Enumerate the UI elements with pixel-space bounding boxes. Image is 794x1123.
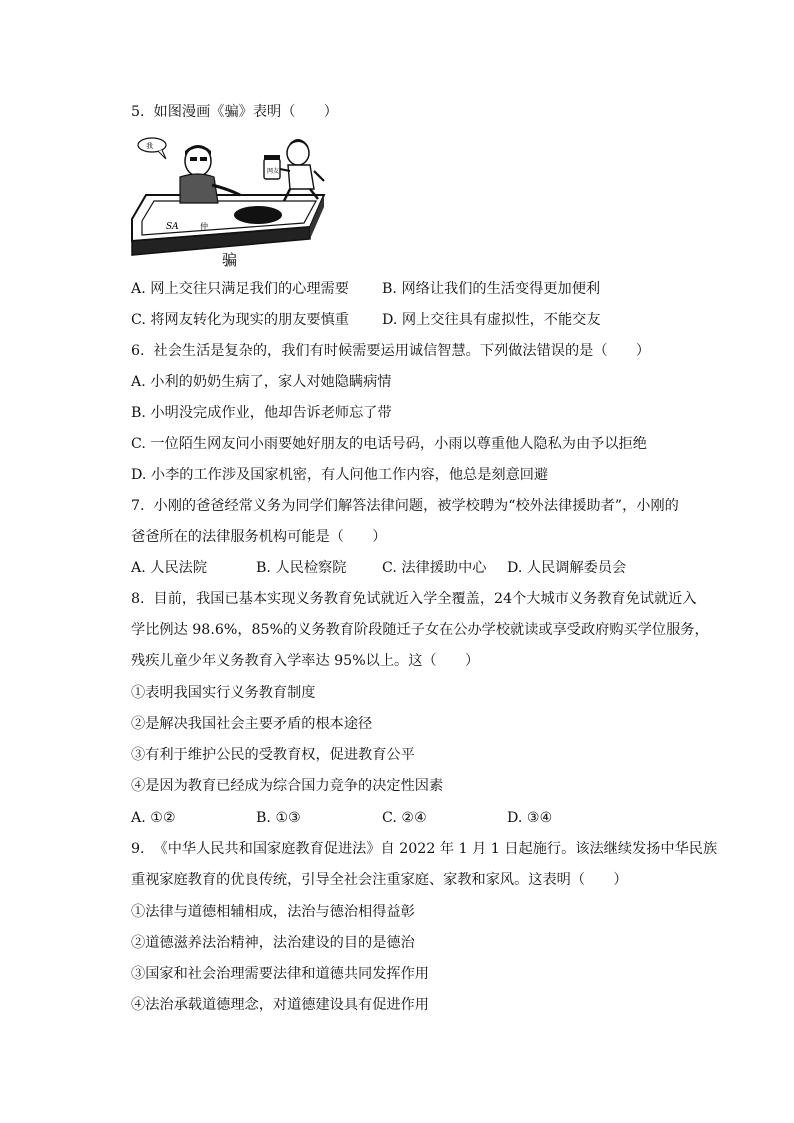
q6-option-d[interactable]: D. 小李的工作涉及国家机密，有人问他工作内容，他总是刻意回避 xyxy=(131,467,549,483)
q6-option-b[interactable]: B. 小明没完成作业，他却告诉老师忘了带 xyxy=(131,405,392,421)
q7-option-c[interactable]: C. 法律援助中心 xyxy=(382,560,487,576)
q7-stem-line-2: 爸爸所在的法律服务机构可能是（ ） xyxy=(131,529,387,545)
q8-statement-4: ④是因为教育已经成为综合国力竞争的决定性因素 xyxy=(131,778,444,794)
q8-statement-2: ②是解决我国社会主要矛盾的根本途径 xyxy=(131,716,373,732)
q9-statement-1: ①法律与道德相辅相成，法治与德治相得益彰 xyxy=(131,904,415,920)
q8-option-c[interactable]: C. ②④ xyxy=(382,810,427,826)
q7-option-b[interactable]: B. 人民检察院 xyxy=(256,560,347,576)
cartoon-jar-text: 网友 xyxy=(267,168,280,175)
q9-statement-3: ③国家和社会治理需要法律和道德共同发挥作用 xyxy=(131,966,429,982)
q9-stem-line-2: 重视家庭教育的优良传统，引导全社会注重家庭、家教和家风。这表明（ ） xyxy=(131,872,628,888)
cartoon-desk-text-2: 仲 xyxy=(200,222,208,231)
q7-option-d[interactable]: D. 人民调解委员会 xyxy=(507,560,627,576)
q6-option-c[interactable]: C. 一位陌生网友问小雨要她好朋友的电话号码，小雨以尊重他人隐私为由予以拒绝 xyxy=(131,436,647,452)
q9-statement-2: ②道德滋养法治精神，法治建设的目的是德治 xyxy=(131,935,415,951)
q5-option-d[interactable]: D. 网上交往具有虚拟性，不能交友 xyxy=(382,312,601,328)
q6-option-a[interactable]: A. 小利的奶奶生病了，家人对她隐瞒病情 xyxy=(131,374,392,390)
cartoon-bubble-text: 我 xyxy=(146,142,153,150)
cartoon-illustration xyxy=(128,137,328,267)
q8-stem-line-2: 学比例达 98.6%，85%的义务教育阶段随迁子女在公办学校就读或享受政府购买学位服务， xyxy=(131,622,709,638)
cartoon-desk-text: SA xyxy=(166,222,179,232)
q6-stem: 6. 社会生活是复杂的，我们有时候需要运用诚信智慧。下列做法错误的是（ ） xyxy=(131,343,651,359)
q8-statement-1: ①表明我国实行义务教育制度 xyxy=(131,685,316,701)
q5-option-a[interactable]: A. 网上交往只满足我们的心理需要 xyxy=(131,281,349,297)
q8-option-b[interactable]: B. ①③ xyxy=(256,810,301,826)
q8-option-a[interactable]: A. ①② xyxy=(131,810,176,826)
q8-option-d[interactable]: D. ③④ xyxy=(507,810,553,826)
q7-option-a[interactable]: A. 人民法院 xyxy=(131,560,208,576)
q5-cartoon-image xyxy=(128,137,328,267)
q5-option-c[interactable]: C. 将网友转化为现实的朋友要慎重 xyxy=(131,312,349,328)
q7-stem-line-1: 7. 小刚的爸爸经常义务为同学们解答法律问题，被学校聘为“校外法律援助者”，小刚的 xyxy=(131,498,679,514)
q5-option-b[interactable]: B. 网络让我们的生活变得更加便利 xyxy=(382,281,601,297)
q8-stem-line-1: 8. 目前，我国已基本实现义务教育免试就近入学全覆盖，24个大城市义务教育免试就近入 xyxy=(131,591,697,607)
q8-statement-3: ③有利于维护公民的受教育权，促进教育公平 xyxy=(131,747,415,763)
cartoon-caption: 骗 xyxy=(222,251,238,267)
q5-stem: 5. 如图漫画《骗》表明（ ） xyxy=(131,104,338,120)
q9-stem-line-1: 9. 《中华人民共和国家庭教育促进法》自 2022 年 1 月 1 日起施行。该法继续发扬中华民族 xyxy=(131,841,718,857)
q8-stem-line-3: 残疾儿童少年义务教育入学率达 95%以上。这（ ） xyxy=(131,653,480,669)
q9-statement-4: ④法治承载道德理念，对道德建设具有促进作用 xyxy=(131,997,429,1013)
